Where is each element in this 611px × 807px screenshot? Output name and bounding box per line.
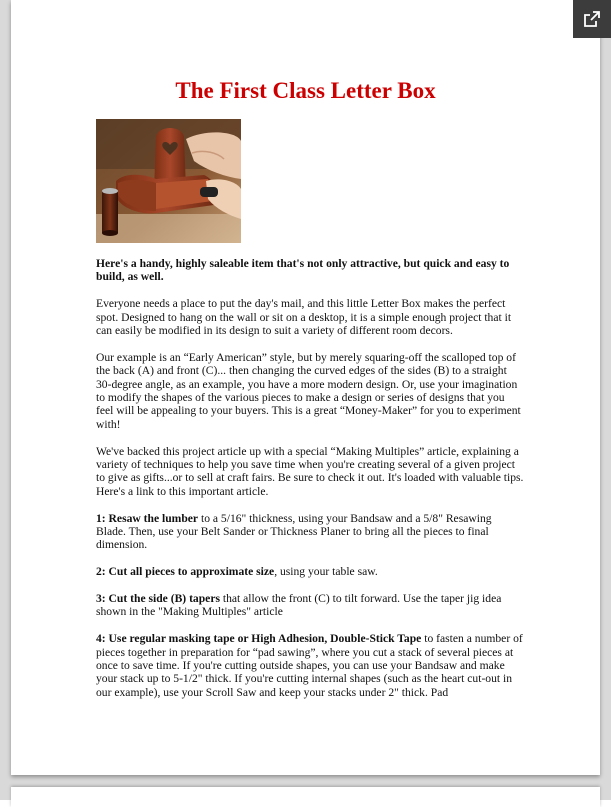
body-paragraph: Everyone needs a place to put the day's mail, and this little Letter Box makes the perfect spot. Designed to hang on the wall or sit on a desktop, it is a simple enough project that it can easily be modified in its design to suit a variety of different room decors. bbox=[96, 297, 512, 338]
letter-box-photo-image bbox=[96, 119, 241, 243]
step-text: to a 5/16" thickness, using your Bandsaw and a 5/8" Resawing Blade. Then, use your Belt Sander or Thickness Planer to bring all the pieces to final dimension. bbox=[96, 511, 492, 552]
step-heading: 2: Cut all pieces to approximate size bbox=[96, 565, 275, 579]
step-heading: 3: Cut the side (B) tapers bbox=[96, 592, 220, 606]
article-body bbox=[96, 257, 524, 713]
step-paragraph bbox=[96, 592, 524, 619]
intro-paragraph: Here's a handy, highly saleable item that's not only attractive, but quick and easy to build, as well. bbox=[96, 257, 510, 284]
body-paragraph: Our example is an “Early American” style, but by merely squaring-off the scalloped top of the back (A) and front (C)... then changing the curved edges of the sides (B) to a straight 30-degree angle, as an example, you have a more modern design. Or, use your imagination to modify the shapes of the various pieces to make a design or series of designs that you feel will be appealing to your buyers. This is a great “Money-Maker” for you to experiment with! bbox=[96, 350, 521, 431]
project-photo bbox=[96, 119, 241, 243]
page-title: The First Class Letter Box bbox=[175, 78, 436, 103]
open-in-new-icon bbox=[584, 11, 600, 27]
step-heading: 4: Use regular masking tape or High Adhesion, Double-Stick Tape bbox=[96, 632, 422, 646]
step-heading: 1: Resaw the lumber bbox=[96, 511, 199, 525]
step-text: to fasten a number of pieces together in preparation for “pad sawing”, where you cut a stack of several pieces at once to save time. If you're cutting outside shapes, you can use your Bandsaw and make your stack up to 5-1/2" thick. If you're cutting internal shapes (such as the heart cut-out in our example), use your Scroll Saw and keep your stacks under 2" thick. Pad bbox=[96, 632, 523, 699]
step-paragraph bbox=[96, 512, 524, 552]
body-paragraph: We've backed this project article up with a special “Making Multiples” article, explaining a variety of techniques to help you save time when you're creating several of a given project to give as gifts...or to sell at craft fairs. Be sure to check it out. It's loaded with valuable tips. Here's a link to this important article. bbox=[96, 444, 524, 498]
open-in-new-window-button[interactable] bbox=[573, 0, 611, 38]
step-text: , using your table saw. bbox=[274, 565, 378, 579]
step-text: that allow the front (C) to tilt forward. Use the taper jig idea shown in the "Making Multiples" article bbox=[96, 592, 502, 619]
document-page bbox=[11, 0, 600, 775]
next-page bbox=[11, 787, 600, 807]
step-paragraph bbox=[96, 565, 524, 578]
step-paragraph bbox=[96, 632, 524, 699]
